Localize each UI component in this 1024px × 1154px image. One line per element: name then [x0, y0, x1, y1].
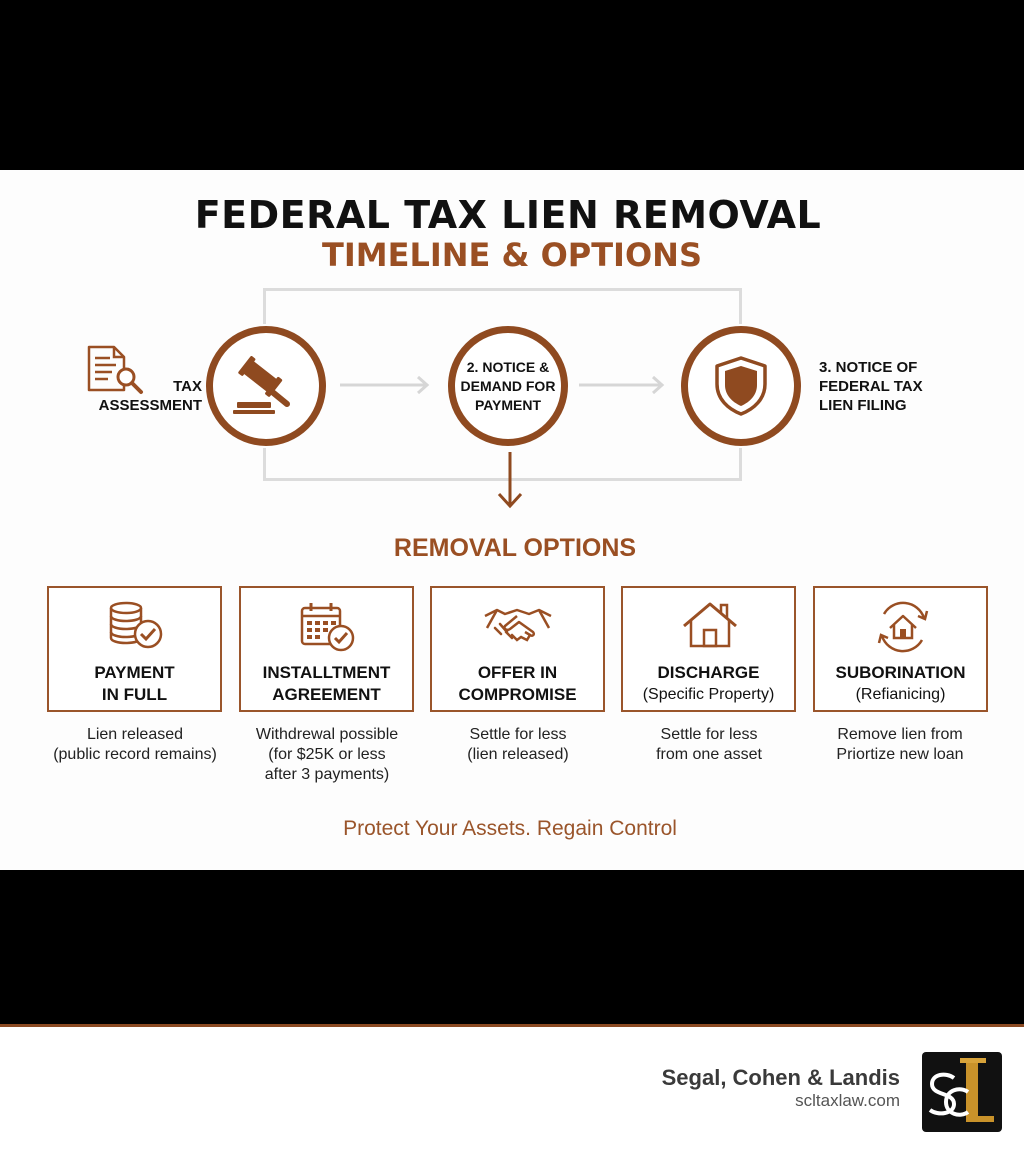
option-subtitle: (Specific Property) — [642, 686, 775, 703]
scl-monogram-icon — [922, 1052, 1002, 1132]
option-description: Remove lien from Priortize new loan — [836, 726, 964, 763]
option-description: Lien released (public record remains) — [53, 726, 217, 763]
step-2-circle — [448, 326, 568, 446]
firm-logo — [922, 1052, 1002, 1132]
notice-of-lien-label: 3. NOTICE OF FEDERAL TAX LIEN FILING — [819, 359, 923, 414]
firm-name: Segal, Cohen & Landis — [661, 1065, 900, 1090]
option-card-discharge — [621, 586, 796, 712]
option-card-offer — [430, 586, 605, 712]
tax-assessment-label: TAX ASSESSMENT — [98, 378, 202, 414]
option-description: Settle for less from one asset — [656, 726, 762, 763]
option-card-payment — [47, 586, 222, 712]
step-1-circle — [206, 326, 326, 446]
frame-right-bottom-riser — [739, 448, 742, 481]
option-title: DISCHARGE — [657, 663, 760, 682]
option-description: Withdrewal possible (for $25K or less after 3 payments) — [255, 726, 399, 783]
step-3-circle — [681, 326, 801, 446]
frame-top-line — [263, 288, 742, 291]
option-description: Settle for less (lien released) — [467, 726, 569, 763]
option-card-installment — [239, 586, 414, 712]
option-subtitle: (Refianicing) — [855, 686, 946, 703]
option-title: OFFER IN COMPROMISE — [458, 663, 577, 704]
house-icon — [680, 600, 740, 652]
removal-options-heading: REMOVAL OPTIONS — [393, 534, 637, 562]
page-subtitle: TIMELINE & OPTIONS — [322, 236, 702, 274]
frame-right-top-riser — [739, 288, 742, 324]
top-black-band — [0, 0, 1024, 170]
tagline: Protect Your Assets. Regain Control — [343, 817, 677, 840]
firm-website[interactable]: scltaxlaw.com — [795, 1091, 900, 1110]
arrow-right-1 — [338, 374, 434, 396]
frame-left-bottom-riser — [263, 448, 266, 481]
option-title: PAYMENT IN FULL — [94, 663, 175, 704]
handshake-icon — [483, 602, 553, 652]
house-refresh-icon — [872, 600, 934, 654]
option-title: SUBORINATION — [835, 663, 966, 682]
page-title: FEDERAL TAX LIEN REMOVAL — [194, 193, 822, 237]
bottom-black-band — [0, 870, 1024, 1024]
gavel-icon — [231, 356, 301, 416]
option-card-subordination — [813, 586, 988, 712]
frame-left-top-riser — [263, 288, 266, 324]
infographic-panel — [0, 170, 1024, 870]
arrow-down — [496, 452, 524, 510]
notice-demand-label: 2. NOTICE & DEMAND FOR PAYMENT — [460, 358, 556, 413]
shield-icon — [714, 356, 768, 416]
coins-check-icon — [106, 600, 166, 654]
calendar-check-icon — [298, 600, 358, 654]
option-title: INSTALLTMENT AGREEMENT — [262, 663, 391, 704]
arrow-right-2 — [577, 374, 669, 396]
